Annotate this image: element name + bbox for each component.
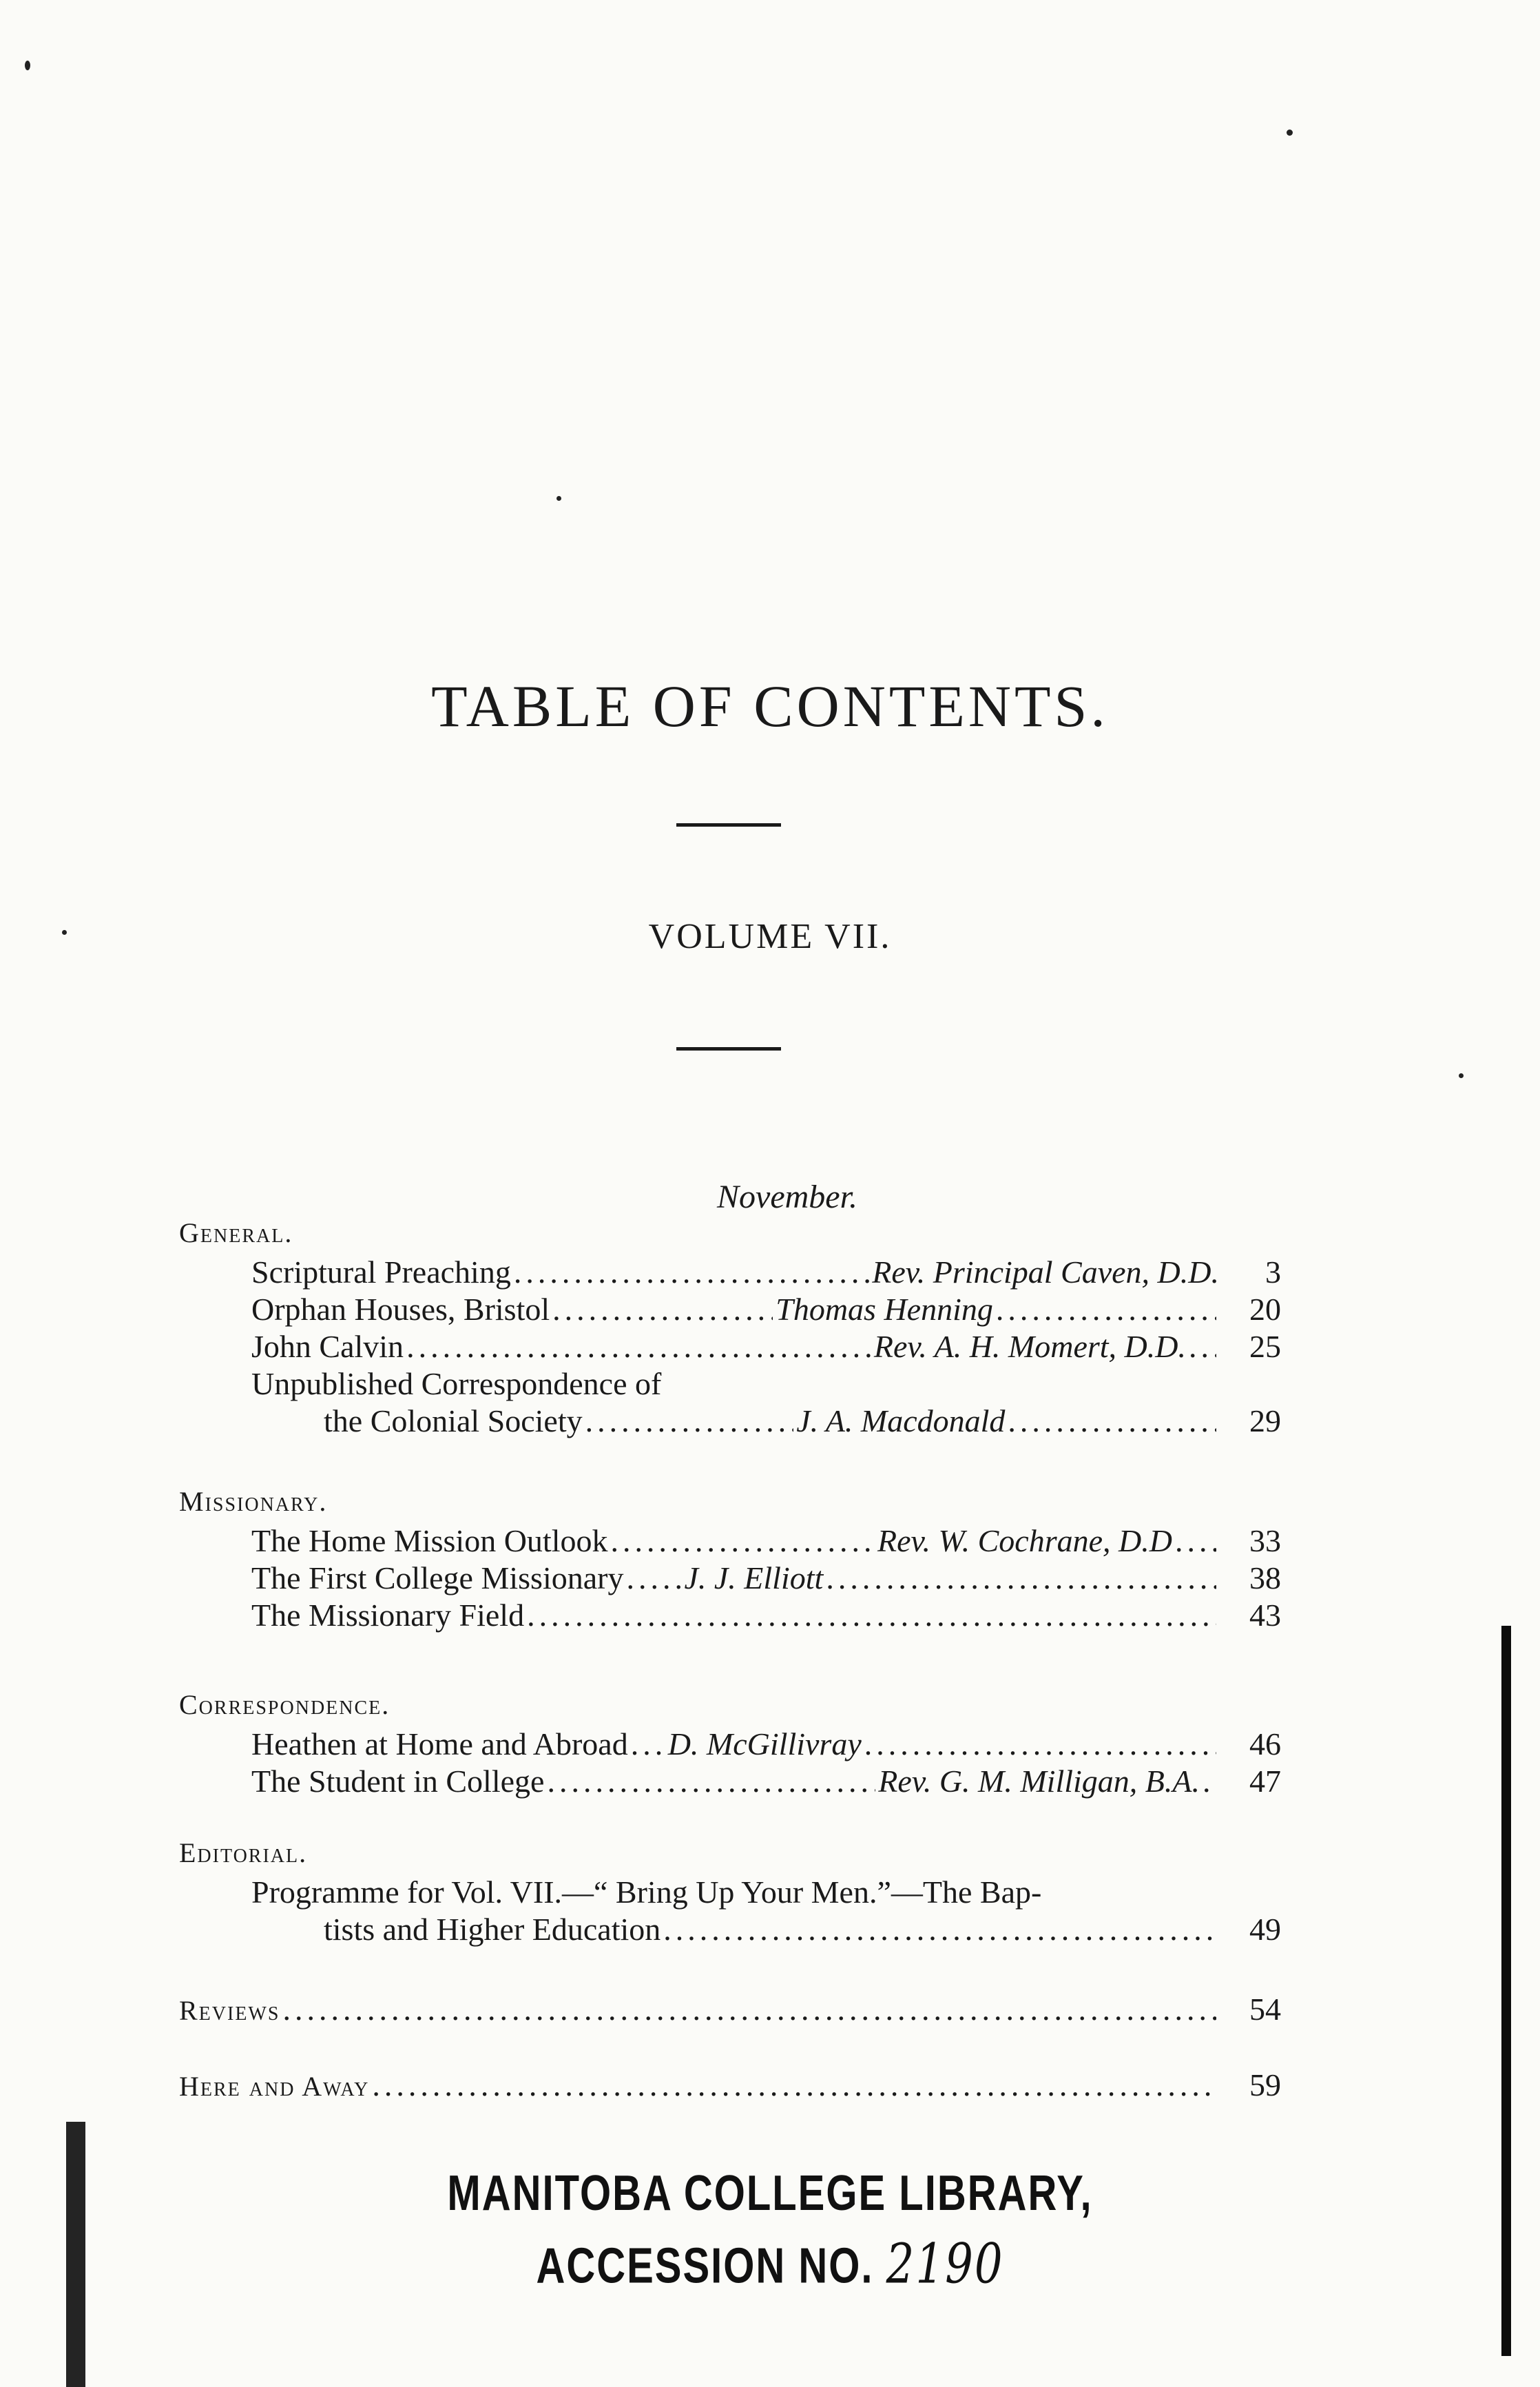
entry-author: D. McGillivray: [667, 1726, 862, 1761]
entry-page: 47: [1249, 1764, 1281, 1799]
toc-section-reviews: [179, 1991, 1281, 2028]
entry-author: J. A. Macdonald: [796, 1403, 1006, 1438]
toc-entry: [179, 1911, 1281, 1948]
leader-dots: [547, 1763, 875, 1800]
entry-page: 43: [1249, 1598, 1281, 1633]
speck: [556, 496, 561, 501]
entry-title-line: Programme for Vol. VII.—“ Bring Up Your Men.”—The Bap-: [251, 1874, 1042, 1910]
entry-page: 49: [1249, 1912, 1281, 1947]
toc-section-correspondence: [179, 1684, 1281, 1800]
toc-section-here-and-away: [179, 2067, 1281, 2104]
section-heading: General.: [179, 1217, 293, 1248]
divider: [676, 823, 781, 827]
accession-label: ACCESSION NO.: [536, 2238, 874, 2294]
leader-dots: [1175, 1522, 1216, 1560]
leader-dots: [585, 1403, 794, 1440]
leader-dots: [527, 1597, 1216, 1634]
entry-page: 33: [1249, 1523, 1281, 1558]
toc-entry: [179, 1403, 1281, 1440]
leader-dots: [282, 1991, 1216, 2028]
entry-title: Here and Away: [179, 2071, 370, 2102]
toc-entry: [179, 1328, 1281, 1365]
entry-page: 20: [1249, 1292, 1281, 1327]
entry-page: 59: [1249, 2067, 1281, 2102]
entry-title: The Home Mission Outlook: [251, 1523, 608, 1558]
volume-heading: VOLUME VII.: [648, 917, 892, 956]
entry-title: The Missionary Field: [251, 1598, 525, 1633]
speck: [1459, 1073, 1464, 1078]
entry-page: 38: [1249, 1560, 1281, 1595]
toc-entry: [179, 1726, 1281, 1763]
library-stamp-line1: MANITOBA COLLEGE LIBRARY,: [447, 2164, 1093, 2222]
leader-dots: [552, 1291, 773, 1328]
speck: [1287, 130, 1293, 136]
leader-dots: [864, 1726, 1216, 1763]
toc-entry: [179, 1991, 1281, 2028]
entry-title: The First College Missionary: [251, 1560, 624, 1595]
entry-author: Rev. Principal Caven, D.D.: [872, 1254, 1219, 1290]
entry-author: Thomas Henning: [776, 1292, 993, 1327]
speck: [25, 61, 30, 70]
entry-title: John Calvin: [251, 1329, 404, 1364]
scan-edge-bar: [1501, 1626, 1511, 2356]
entry-page: 46: [1249, 1726, 1281, 1761]
section-heading: Missionary.: [179, 1486, 328, 1517]
entry-title: Scriptural Preaching: [251, 1254, 511, 1290]
entry-author: J. J. Elliott: [684, 1560, 824, 1595]
toc-section-general: [179, 1212, 1281, 1440]
entry-author: Rev. G. M. Milligan, B.A.: [878, 1764, 1200, 1799]
divider: [676, 1047, 781, 1051]
toc-section-editorial: [179, 1832, 1281, 1948]
toc-entry: [179, 1522, 1281, 1560]
leader-dots: [1189, 1328, 1216, 1365]
entry-title-line: Unpublished Correspondence of: [251, 1366, 662, 1401]
entry-page: 3: [1265, 1254, 1281, 1290]
entry-title: the Colonial Society: [324, 1403, 583, 1438]
toc-entry: [179, 1597, 1281, 1634]
toc-entry: [179, 2067, 1281, 2104]
leader-dots: [514, 1254, 869, 1291]
entry-author: Rev. W. Cochrane, D.D: [877, 1523, 1172, 1558]
speck: [62, 930, 67, 935]
entry-title: Heathen at Home and Abroad: [251, 1726, 628, 1761]
section-heading: Correspondence.: [179, 1689, 391, 1720]
page-title: TABLE OF CONTENTS.: [431, 673, 1109, 739]
accession-number: 2190: [886, 2232, 1004, 2297]
toc-entry: [179, 1763, 1281, 1800]
library-stamp-line2: [0, 2233, 1540, 2297]
toc-entry: [179, 1291, 1281, 1328]
section-heading: Editorial.: [179, 1837, 308, 1868]
entry-page: 25: [1249, 1329, 1281, 1364]
entry-author: Rev. A. H. Momert, D.D.: [873, 1329, 1186, 1364]
month-heading: November.: [717, 1179, 857, 1215]
toc-entry: [179, 1560, 1281, 1597]
entry-title: Orphan Houses, Bristol: [251, 1292, 550, 1327]
leader-dots: [1203, 1763, 1216, 1800]
entry-page: 29: [1249, 1403, 1281, 1438]
leader-dots: [626, 1560, 681, 1597]
leader-dots: [1008, 1403, 1216, 1440]
toc-section-missionary: [179, 1481, 1281, 1634]
leader-dots: [372, 2067, 1216, 2104]
leader-dots: [663, 1911, 1216, 1948]
leader-dots: [631, 1726, 665, 1763]
entry-title: Reviews: [179, 1995, 280, 2026]
entry-title: tists and Higher Education: [324, 1912, 661, 1947]
toc-entry: [179, 1254, 1281, 1291]
leader-dots: [406, 1328, 871, 1365]
leader-dots: [996, 1291, 1216, 1328]
scan-edge-bar: [66, 2122, 85, 2387]
leader-dots: [826, 1560, 1216, 1597]
entry-title: The Student in College: [251, 1764, 545, 1799]
leader-dots: [610, 1522, 875, 1560]
entry-page: 54: [1249, 1992, 1281, 2027]
